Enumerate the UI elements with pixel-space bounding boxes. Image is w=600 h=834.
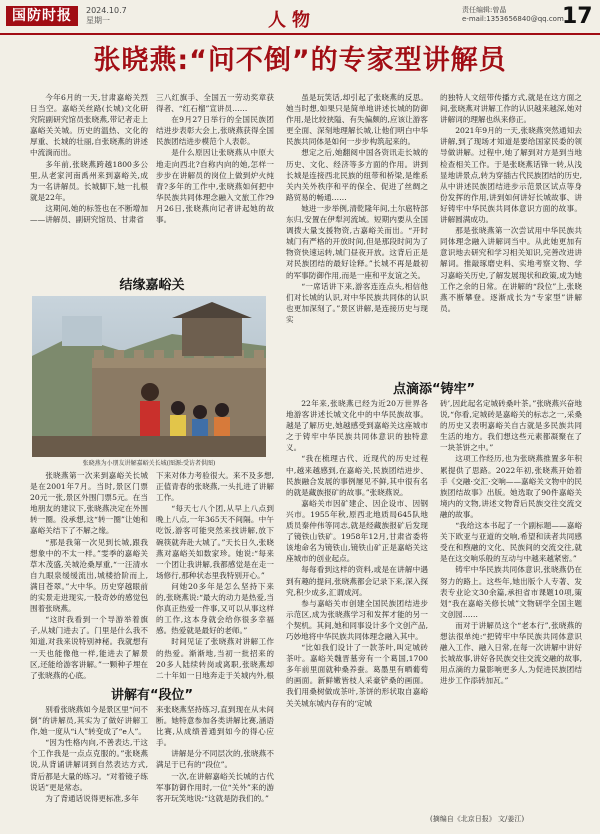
col1-end — [30, 704, 148, 828]
paragraph: 这项工作经历,也为张晓燕推置多年积累提供了思路。2022年初,张晓燕开始着手《交融·交汇·交响——嘉峪关文物中的民族团结故事》出版。她选取了90件嘉峪关境内的文物,讲述文物背后民族交往交流交融的故事。 — [440, 454, 582, 519]
paragraph: “一席话讲下来,游客连连点头,相信他们对长城的认识,对中华民族共同体的认识也更加深刻了。”景区讲解,是连接历史与现实 — [286, 281, 428, 324]
subhead-1: 结缘嘉峪关 — [119, 278, 185, 293]
section-title: 人物 — [268, 10, 316, 31]
paragraph: 在9月27日举行的全国民族团结进步表彰大会上,张晓燕获得全国民族团结进步模范个人表彰。 — [156, 115, 274, 147]
paragraph — [30, 681, 148, 682]
paragraph: 一次,在讲解嘉峪关长城的古代军事防御作用时,一位“关外”来的游客开玩笑地说:“这就是防我们的。” — [156, 771, 274, 803]
paragraph: 虽是玩笑话,却引起了张晓燕的反思。她当时想,如果只是简单地讲述长城的防御作用,是比较狭隘、有失偏颇的,应该让游客更全面、深刻地理解长城,让他们明白中华民族共同体是如何一步步构筑起来的。 — [286, 93, 428, 147]
photo-zhang-at-great-wall — [32, 296, 266, 457]
col2-bottom — [156, 470, 274, 682]
col3-bottom — [286, 398, 428, 808]
paragraph: 砖’,因此起名定城砖桑叶茶。”张晓燕兴奋地说,“你看,定城砖是嘉峪关的标志之一,采桑的历史又表明嘉峪关自古就是多民族共同生活的地方。我们想这些元素都凝聚在了一块茶饼之中。” — [440, 399, 582, 453]
paragraph: “我在梳理古代、近现代的历史过程中,越来越感到,在嘉峪关,民族团结进步、民族融合发展的事例屡见不鲜,其中很有名的就是藏族报矿的故事。”张晓燕说。 — [286, 454, 428, 497]
editor-info — [462, 6, 564, 24]
photo-caption: 张晓燕为小朋友讲解嘉峪关长城(图源:受访者供图) — [82, 460, 216, 467]
weekday-text: 星期一 — [86, 16, 110, 25]
col2-top — [156, 92, 274, 260]
subhead-2: 讲解有“段位” — [110, 688, 194, 703]
paragraph: 别看张晓燕如今是景区里“问不倒”的讲解员,其实为了做好讲解工作,她一度从“i人”转变成了“e人”。 — [30, 705, 148, 737]
page-number: 17 — [562, 4, 593, 29]
paragraph: 想定之后,她翻阅中国各资讯走长城的历史、文化、经济等多方面的作用。讲到长城是连接西北民族的纽带和桥梁,是维系关内关外秩序和平的保全、促进了丝绸之路贸易的畅通…… — [286, 148, 428, 202]
col1-top — [30, 92, 148, 260]
paragraph: 是什么原因让张晓燕从中原大地走向西北?自称内向的她,怎样一步步在讲解员的岗位上做到炉火纯青?多年的工作中,张晓燕如何把中华民族共同体理念融入文旅工作?9月26日,张晓燕向记者讲起她的故事。 — [156, 148, 274, 225]
date-text: 2024.10.7 — [86, 6, 127, 15]
col1-bottom — [30, 470, 148, 682]
source-credit: (摘编自《北京日报》 文/姜江) — [430, 815, 525, 823]
paragraph: 讲解是分不同层次的,张晓燕不满足于已有的“段位”。 — [156, 749, 274, 770]
paragraph: “比如我们设计了一款茶叶,叫定城砖茶叶。嘉峪关魏晋墓旁有一个葛国,1700多年前里面就种桑养蚕。葛墨里有晒葡萄的画面。新鲜嫩皆枝人采豪铲桑的画面。我们用桑树做成茶叶,茶饼的形状取自嘉峪关关城东城内存有的‘定城 — [286, 643, 428, 708]
paragraph: 而对于讲解员这个“老本行”,张晓燕的想法很单纯:“把铸牢中华民族共同体意识融入工作、融入日常,在每一次讲解中讲好长城故事,讲好各民族交往交流交融的故事,用点滴的力量影响更多人,为促进民族团结进步工作添砖加瓦。” — [440, 620, 582, 686]
paragraph: “那是我第一次见到长城,跟我想象中的不太一样。”雯季的嘉峪关草木茂盛,关城沧桑厚重,“一汪清水自九眼泉缓缓流出,城楼拾阶而上,满目苍翠。”大中华。历史穿越眼前的实景走进现实,一股奇妙的感觉包围着张晓燕。 — [30, 537, 148, 614]
col4-bottom — [440, 398, 582, 808]
paragraph: “每天七八个团,从早上八点到晚上八点,一年365天不间隔。中午吃饭,游客可能突然来找讲解,放下碗筷就奔赴大城了。”天长日久,张晓燕对嘉峪关如数家珍。她说:“每来一个团让我讲解,我都感觉是在走一场修行,那种状态里我特别开心。” — [156, 504, 274, 580]
paragraph: 22年来,张晓燕已经为近20万世界各地游客讲述长城文化中的中华民族故事。越是了解历史,她越感受到嘉峪关这座城市之于铸牢中华民族共同体意识的独特意义。 — [286, 399, 428, 453]
paragraph: 2021年9月的一天,张晓燕突然通知去讲解,到了现场才知道是要给国家民委的领导做讲解。过程中,她了解到对方是到当地检查相关工作。于是张晓燕话锋一转,从浅显地讲景点,转为穿插古代民族团结的历史,从中讲述民族团结进步示范景区试点等身份发挥的作用,讲到如何讲好长城故事、讲好铸牢中华民族共同体意识方面的故事。讲解圆满成功。 — [440, 126, 582, 225]
paragraph: 张晓燕第一次来到嘉峪关长城是在2001年7月。当时,景区门票20元一张,景区外围门票5元。在当地朋友的建议下,张晓燕决定在外围转一圈。没承想,这“转一圈”让她和嘉峪关结下了不解之缘。 — [30, 471, 148, 536]
paragraph: 为了背通话说得更标准,多年 — [45, 793, 139, 803]
paragraph: 今年6月的一天,甘肃嘉峪关烈日当空。嘉峪关丝路(长城)文化研究院副研究馆员张晓燕,带记者走上嘉峪关关城。历史的温热、文化的厚重、长城的壮丽,自张晓燕的讲述中流淌而出。 — [30, 93, 148, 158]
issue-date — [86, 6, 127, 26]
paragraph: 下来对体力考验很大。来不及多想,正值青春的张晓燕,一头扎进了讲解工作。 — [156, 471, 274, 503]
paragraph: 她进一步举例,清乾隆年间,土尔扈特部东归,安置在伊犁河流域。短期内要从全国调拨大量支援物资,古嘉峪关而出。“开时城门有严格的开放时间,但是那段时间为了物资快速运转,城门昼夜开放。这背后正是对民族团结的最好诠释。”长城不再是最初的军事防御作用,而是一座和平友谊之关。 — [286, 203, 428, 280]
newspaper-logo: 国防时报 — [6, 6, 78, 26]
paragraph: 嘉峪关市因矿建企、因企设市、因钢兴市。1955年秋,原西北地质局645队地质员秦仲伟等同志,就是经藏族报矿后发现了镜铁山铁矿。1958年12月,甘肃省委将该地命名为镜铁山,镜铁山矿正是嘉峪关这座城市的创业起点。 — [286, 498, 428, 564]
article-headline: 张晓燕:“问不倒”的专家型讲解员 — [93, 45, 507, 76]
subhead-3: 点滴添“铸牢” — [392, 382, 476, 397]
paragraph: 三八红旗手、全国五一劳动奖章获得者、“红石榴”宣讲员…… — [156, 93, 274, 114]
paragraph: “我给这本书起了一个副标题——嘉峪关下欧亚与亚道的交响,希望和读者共同感受在和煦融的文化、民族间的交流交往,就是在这交响乐般的互动与中越来越紧密。” — [440, 521, 582, 564]
editor-email: e-mail:1353656840@qq.com — [462, 15, 564, 23]
paragraph: 每每看到这样的资料,或是在讲解中遇到有趣的提问,张晓燕都会记录下来,深入探究,积少成多,汇谓成河。 — [286, 565, 428, 597]
paragraph: 这期间,她的标签也在不断增加——讲解员、副研究馆员、甘肃省 — [30, 203, 148, 225]
editor-name: 责任编辑:曾晶 — [462, 6, 507, 14]
paragraph: “这时我看到一个导游举着旗子,从城门进去了。门里是什么我不知道,对我来说特别神秘。我就想有一天也能像他一样,能进去了解景区,还能给游客讲解。”一颗种子埋在了张晓燕的心底。 — [30, 615, 148, 680]
paragraph: “因为性格内向,不善表达,干这个工作我是一点点克服的。”张晓燕说,从背诵讲解词到自然表达方式,背后都是大量的练习。“对着镜子练说话”更是常态。 — [30, 738, 148, 792]
col2-end — [156, 704, 274, 828]
paragraph: 时间见证了张晓燕对讲解工作的热爱。渐渐地,当初一批招来的20多人陆续转岗或离职,张晓燕却二十年如一日地奔走于关城内外,根 — [156, 637, 274, 680]
col4-top — [440, 92, 582, 352]
paragraph: 参与嘉峪关市创建全国民族团结进步示范区,成为张晓燕学习和发挥才能的另一个契机。其间,她和同事设计多个文创产品,巧妙地将中华民族共同体理念融入其中。 — [286, 598, 428, 641]
paragraph: 来张晓燕坚持练习,直到现在从未间断。她特意参加各类讲解比赛,涵语比赛,从成绩普通到如今的得心应手。 — [156, 705, 274, 748]
paragraph: 那是张晓燕第一次尝试用中华民族共同体理念融入讲解词当中。从此她更加有意识地去研究和学习相关知识,完善改进讲解词。推敲琢磨史料、实地考察文物、学习嘉峪关历史,了解发展现状和政策,成为她工作之余的日常。在讲解的“段位”上,张晓燕不断攀登。逐渐成长为“专家型”讲解员。 — [440, 226, 582, 313]
paragraph: 多年前,张晓燕跨越1800多公里,从老家河南禹州来到嘉峪关,成为一名讲解员。长城脚下,她一扎根就是22年。 — [30, 159, 148, 202]
paragraph: 铸牢中华民族共同体意识,张晓燕仍在努力的路上。这些年,她出版个人专著、发表专业论文30余篇,承担省市课题10项,策划“我在嘉峪关修长城”文物研学全国主题文创园…… — [440, 565, 582, 619]
paragraph: 的独特人文纽带传播方式,就是在这方面之间,张晓燕对讲解工作的认识越来越深,她对讲解词的理解也纵来修正。 — [440, 93, 582, 125]
col3-top — [286, 92, 428, 352]
photo-illustration — [32, 296, 266, 457]
paragraph: 问她20多年是怎么坚持下来的,张晓燕说:“最大的动力是热爱,当你真正热爱一件事,又可以从事这样的工作,这本身就会给你很多幸福感。热爱就是最好的老师。” — [156, 581, 274, 636]
header-divider — [0, 33, 600, 35]
